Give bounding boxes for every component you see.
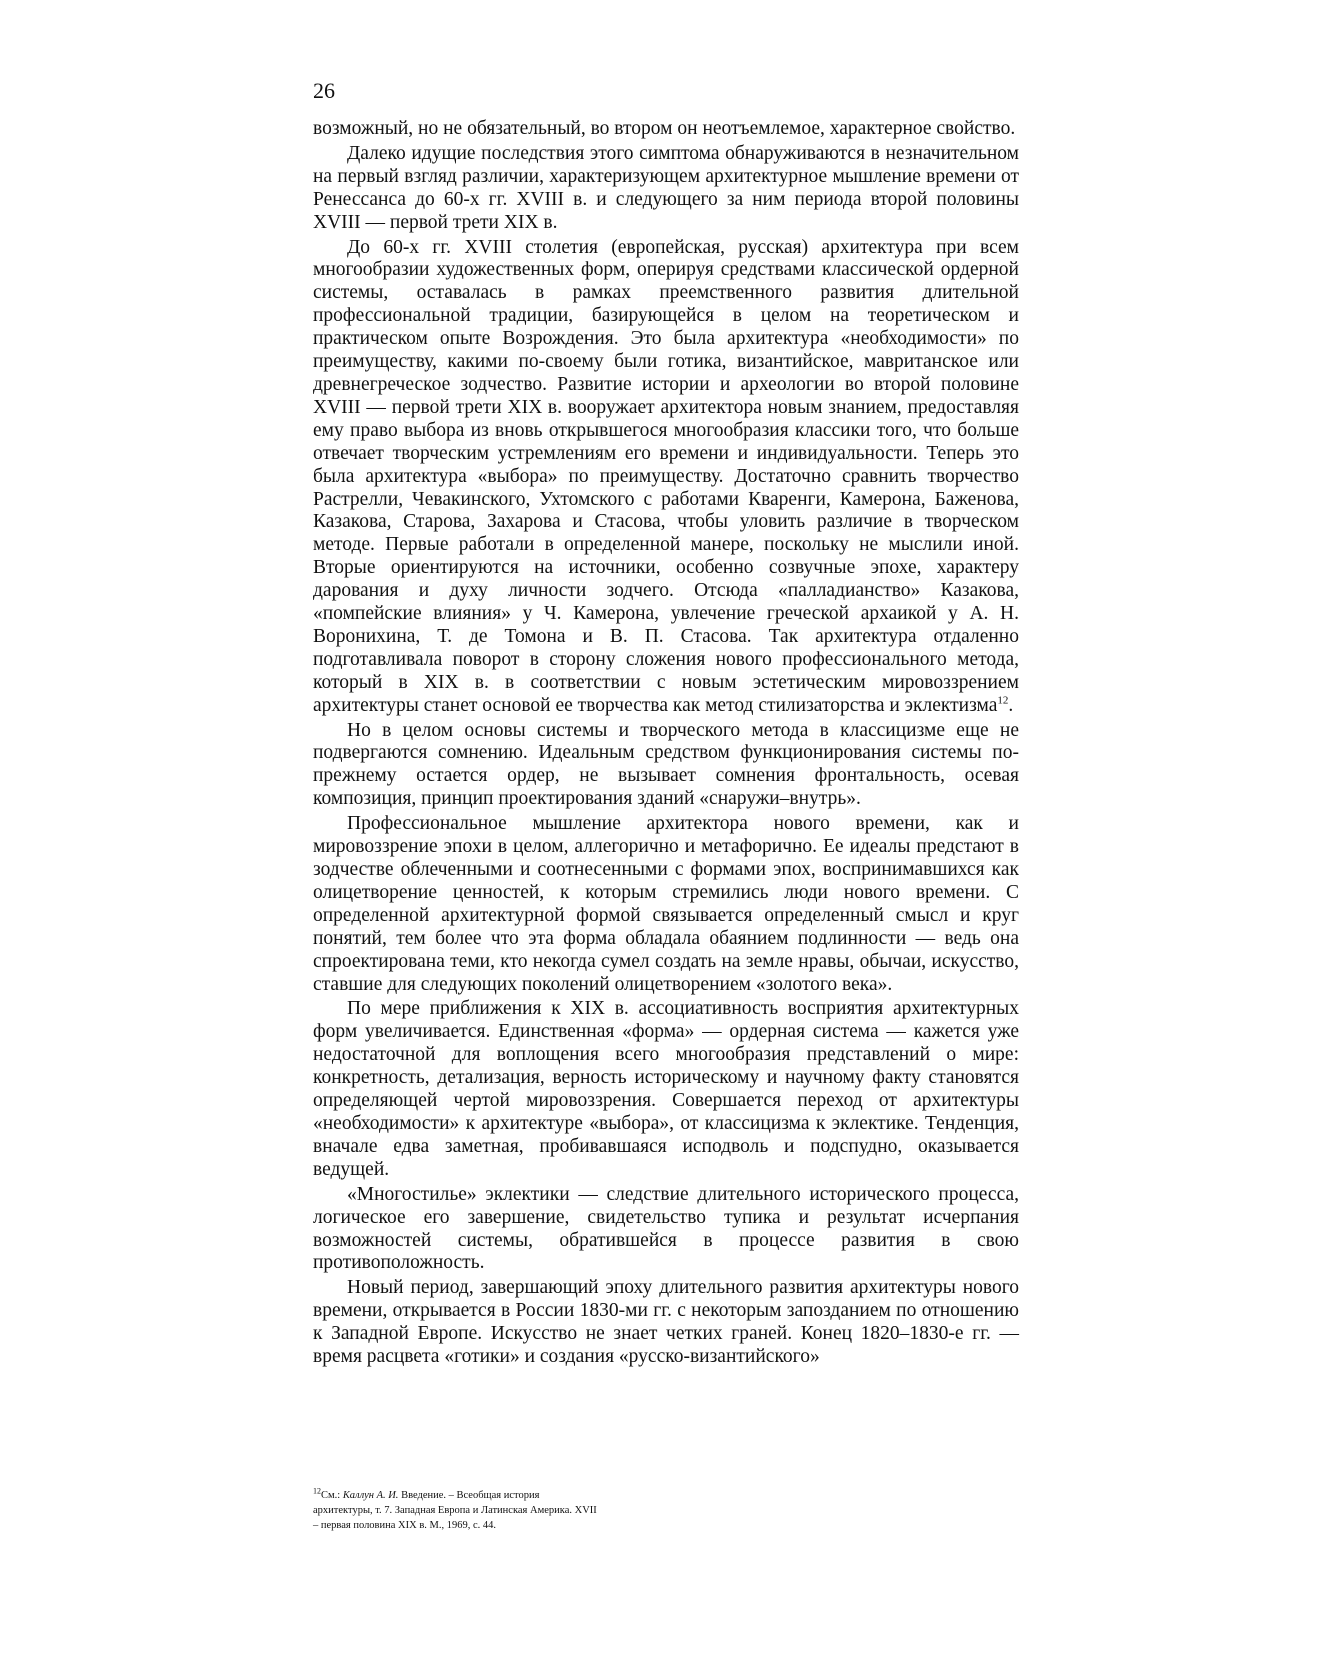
paragraph xyxy=(313,1184,1019,1276)
paragraph xyxy=(313,1277,1019,1369)
footnote-author: Каллун А. И. xyxy=(342,1490,399,1501)
paragraph-text: «Многостилье» эклектики — следствие длительного исторического процесса, логическое его завершение, свидетельство тупика и результат исчерпания возможностей системы, обратившейся в процессе развития в свою противоположность. xyxy=(313,1183,1019,1274)
paragraph xyxy=(313,237,1019,718)
paragraph-text: По мере приближения к XIX в. ассоциативность восприятия архитектурных форм увеличивается. Единственная «форма» — ордерная система — кажется уже недостаточной для воплощения всего многообразия представлений о мире: конкретность, детализация, верность историческому и научному факту становятся определяющей чертой мировоззрения. Совершается переход от архитектуры «необходимости» к архитектуре «выбора», от классицизма к эклектике. Тенденция, вначале едва заметная, пробивавшаяся исподволь и подспудно, оказывается ведущей. xyxy=(313,998,1019,1180)
paragraph xyxy=(313,118,1019,141)
footnote-reference: 12 xyxy=(997,694,1009,707)
main-text xyxy=(313,118,1019,1371)
page-number: 26 xyxy=(313,78,335,103)
footnote xyxy=(313,1488,598,1533)
footnote-mark: 12 xyxy=(313,1486,321,1496)
paragraph xyxy=(313,143,1019,235)
paragraph-text: Профессиональное мышление архитектора нового времени, как и мировоззрение эпохи в целом, аллегорично и метафорично. Ее идеалы предстают в зодчестве облеченными и соотнесенными с формами эпох, воспринимавшихся как олицетворение ценностей, к которым стремились люди нового времени. С определенной архитектурной формой связывается определенный смысл и круг понятий, тем более что эта форма обладала обаянием подлинности — ведь она спроектирована теми, кто некогда сумел создать на земле нравы, обычаи, искусство, ставшие для следующих поколений олицетворением «золотого века». xyxy=(313,813,1019,995)
paragraph-text: Но в целом основы системы и творческого метода в классицизме еще не подвергаются сомнению. Идеальным средством функционирования системы по-прежнему остается ордер, не вызывает сомнения фронтальность, осевая композиция, принцип проектирования зданий «снаружи–внутрь». xyxy=(313,719,1019,810)
footnote-text: Введение. – Всеобщая история архитектуры, т. 7. Западная Европа и Латинская Америка. XVII – первая половина XIX в. М., 1969, с. 44. xyxy=(313,1490,597,1531)
paragraph-text: Далеко идущие последствия этого симптома обнаруживаются в незначительном на первый взгляд различии, характеризующем архитектурное мышление времени от Ренессанса до 60-х гг. XVIII в. и следующего за ним периода второй половины XVIII — первой трети XIX в. xyxy=(313,142,1019,233)
paragraph xyxy=(313,998,1019,1181)
footnote-prefix: См.: xyxy=(321,1490,343,1501)
paragraph-text: До 60-х гг. XVIII столетия (европейская, русская) архитектура при всем многообразии художественных форм, оперируя средствами классической ордерной системы, оставалась в рамках преемственного развития длительной профессиональной традиции, базирующейся в целом на теоретическом и практическом опыте Возрождения. Это была архитектура «необходимости» по преимуществу, какими по-своему были готика, византийское, мавританское или древнегреческое зодчество. Развитие истории и археологии во второй половине XVIII — первой трети XIX в. вооружает архитектора новым знанием, предоставляя ему право выбора из вновь открывшегося многообразия классики того, что больше отвечает творческим устремлениям его времени и индивидуальности. Теперь это была архитектура «выбора» по преимуществу. Достаточно сравнить творчество Растрелли, Чевакинского, Ухтомского с работами Кваренги, Камерона, Баженова, Казакова, Старова, Захарова и Стасова, чтобы уловить различие в творческом методе. Первые работали в определенной манере, поскольку не мыслили иной. Вторые ориентируются на источники, особенно созвучные эпохе, характеру дарования и духу личности зодчего. Отсюда «палладианство» Казакова, «помпейские влияния» у Ч. Камерона, увлечение греческой архаикой у А. Н. Воронихина, Т. де Томона и В. П. Стасова. Так архитектура отдаленно подготавливала поворот в сторону сложения нового профессионального метода, который в XIX в. в соответствии с новым эстетическим мировоззрением архитектуры станет основой ее творчества как метод стилизаторства и эклектизма xyxy=(313,236,1019,716)
paragraph-end-punctuation: . xyxy=(1008,694,1014,716)
paragraph-text: Новый период, завершающий эпоху длительного развития архитектуры нового времени, открывается в России 1830-ми гг. с некоторым запозданием по отношению к Западной Европе. Искусство не знает четких граней. Конец 1820–1830-е гг. — время расцвета «готики» и создания «русско-византийского» xyxy=(313,1277,1019,1368)
paragraph xyxy=(313,813,1019,996)
paragraph-text: возможный, но не обязательный, во втором он неотъемлемое, характерное свойство. xyxy=(313,118,1016,139)
paragraph xyxy=(313,720,1019,812)
